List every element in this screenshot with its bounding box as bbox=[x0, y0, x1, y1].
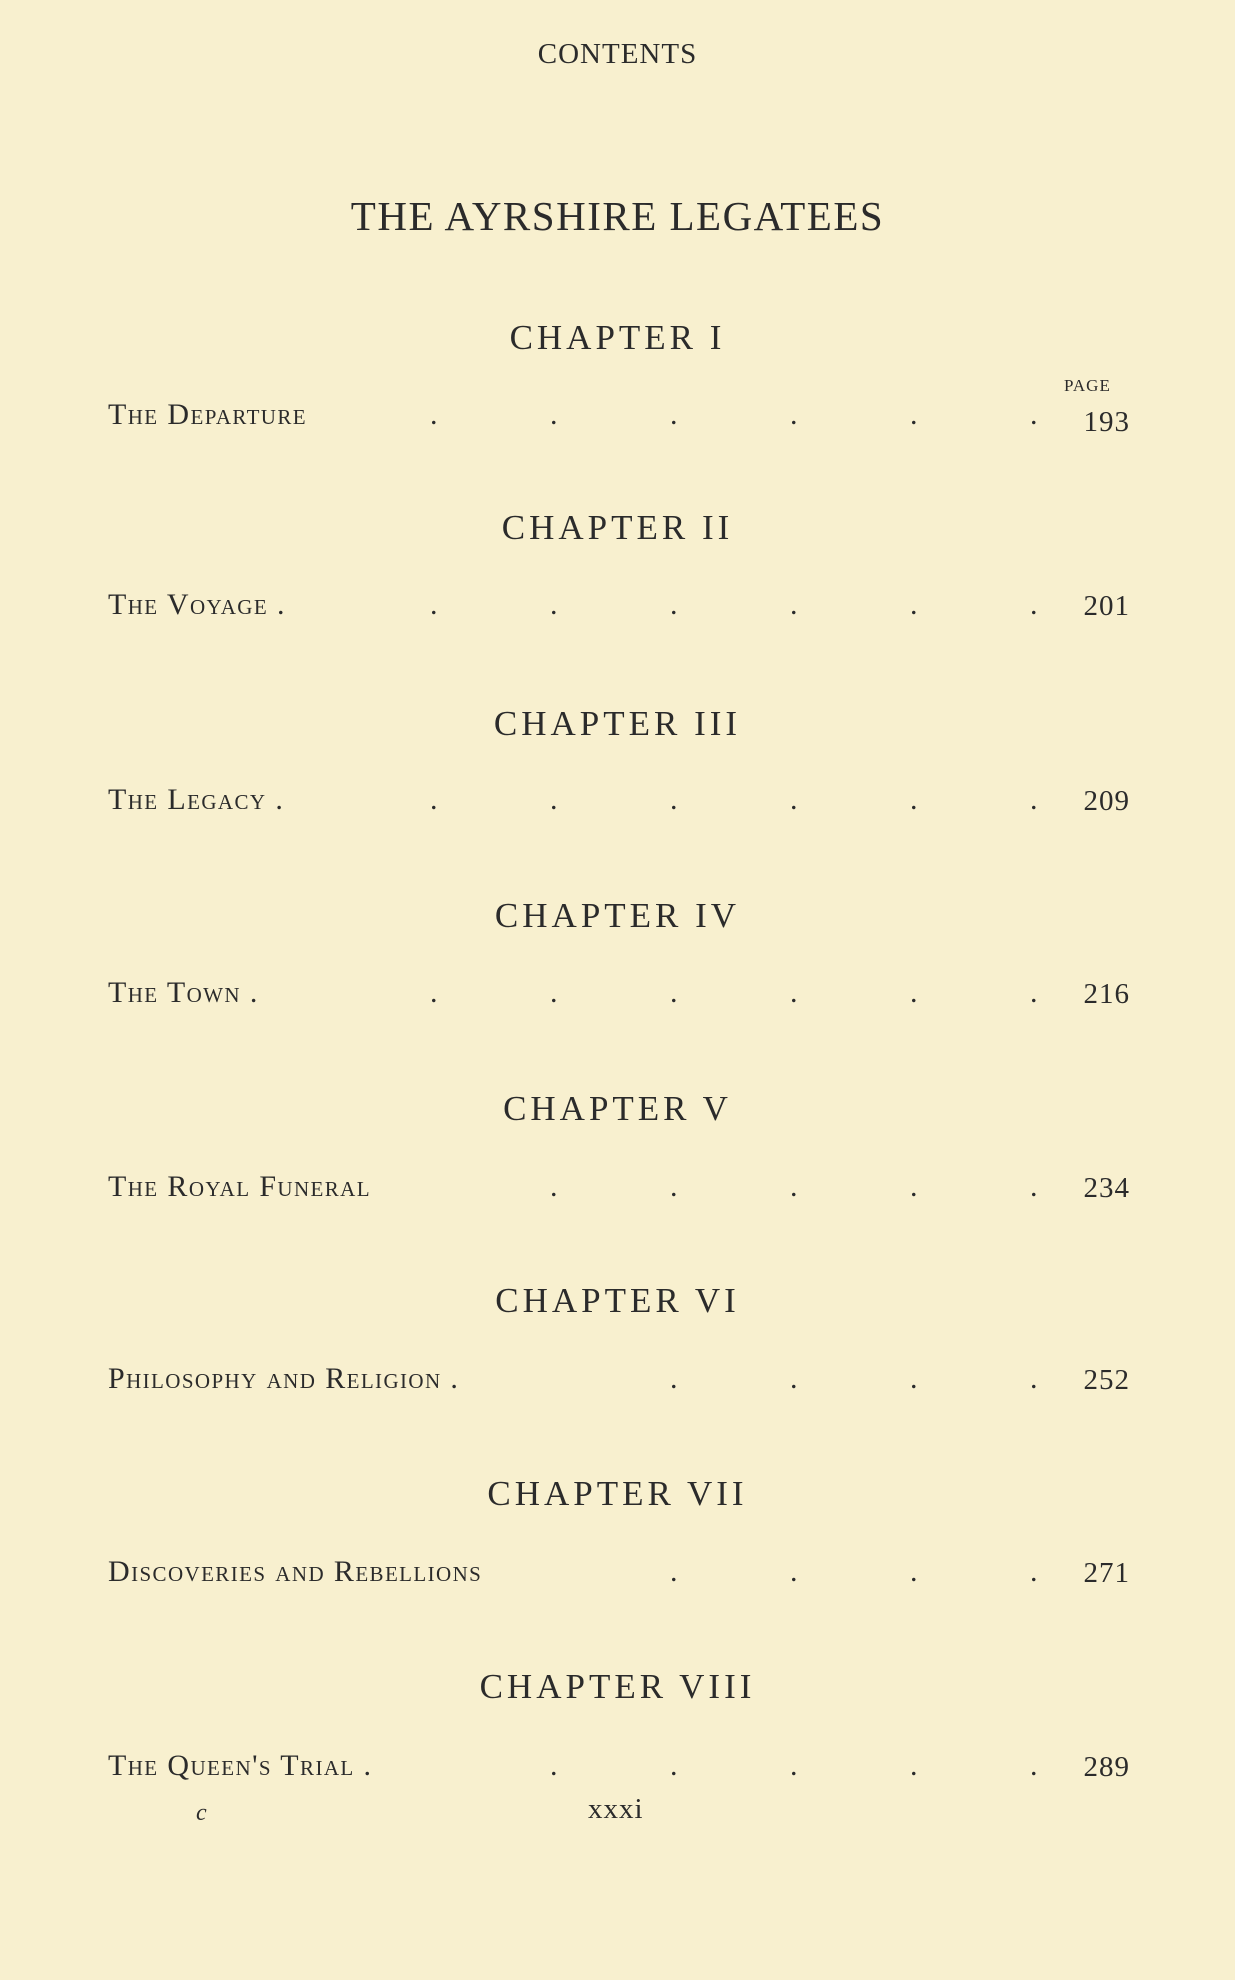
toc-entry-page: 271 bbox=[1083, 1557, 1130, 1589]
leader-dot: . bbox=[1030, 1362, 1038, 1395]
leader-dot: . bbox=[1030, 976, 1038, 1009]
leader-dot: . bbox=[790, 1362, 798, 1395]
toc-entry-title: The Royal Funeral bbox=[108, 1170, 371, 1203]
leader-dot: . bbox=[670, 1555, 678, 1588]
leader-dot: . bbox=[1030, 1170, 1038, 1203]
leader-dot: . bbox=[910, 976, 918, 1009]
toc-entry-page: 201 bbox=[1083, 590, 1130, 622]
toc-entry bbox=[108, 976, 1130, 1016]
chapter-heading: CHAPTER II bbox=[501, 508, 734, 547]
toc-entry-page: 252 bbox=[1083, 1364, 1130, 1396]
folio-page-number: xxxi bbox=[588, 1793, 644, 1825]
chapter-heading: CHAPTER VI bbox=[495, 1281, 740, 1320]
toc-entry bbox=[108, 1555, 1130, 1595]
leader-dot: . bbox=[550, 976, 558, 1009]
leader-dot: . bbox=[430, 398, 438, 431]
toc-entry-page: 234 bbox=[1083, 1172, 1130, 1204]
chapter-heading: CHAPTER V bbox=[503, 1089, 732, 1128]
leader-dot: . bbox=[430, 783, 438, 816]
leader-dot: . bbox=[670, 976, 678, 1009]
leader-dot: . bbox=[910, 783, 918, 816]
leader-dot: . bbox=[1030, 1749, 1038, 1782]
leader-dot: . bbox=[1030, 1555, 1038, 1588]
book-title: THE AYRSHIRE LEGATEES bbox=[350, 193, 885, 239]
toc-entry-page: 216 bbox=[1083, 978, 1130, 1010]
toc-entry-title: The Voyage . bbox=[108, 588, 286, 621]
leader-dot: . bbox=[550, 588, 558, 621]
toc-entry-page: 289 bbox=[1083, 1751, 1130, 1783]
leader-dot: . bbox=[910, 588, 918, 621]
leader-dot: . bbox=[1030, 783, 1038, 816]
leader-dot: . bbox=[790, 588, 798, 621]
page-column-label: PAGE bbox=[1064, 376, 1111, 395]
leader-dot: . bbox=[910, 1170, 918, 1203]
toc-entry-title: Discoveries and Rebellions bbox=[108, 1555, 483, 1588]
toc-entry-title: The Queen's Trial . bbox=[108, 1749, 373, 1782]
leader-dot: . bbox=[670, 588, 678, 621]
leader-dot: . bbox=[670, 1170, 678, 1203]
toc-entry bbox=[108, 1362, 1130, 1402]
leader-dot: . bbox=[550, 1749, 558, 1782]
leader-dot: . bbox=[670, 1362, 678, 1395]
leader-dot: . bbox=[910, 1749, 918, 1782]
leader-dot: . bbox=[910, 1362, 918, 1395]
toc-entry bbox=[108, 398, 1130, 438]
toc-entry bbox=[108, 588, 1130, 628]
leader-dot: . bbox=[550, 1170, 558, 1203]
leader-dot: . bbox=[670, 1749, 678, 1782]
leader-dot: . bbox=[1030, 588, 1038, 621]
chapter-heading: CHAPTER III bbox=[493, 704, 742, 743]
leader-dot: . bbox=[790, 1555, 798, 1588]
leader-dot: . bbox=[430, 588, 438, 621]
signature-mark: c bbox=[196, 1800, 207, 1826]
leader-dot: . bbox=[910, 398, 918, 431]
chapter-heading: CHAPTER I bbox=[509, 318, 726, 357]
toc-entry bbox=[108, 1170, 1130, 1210]
leader-dot: . bbox=[790, 1170, 798, 1203]
chapter-heading: CHAPTER VII bbox=[487, 1474, 748, 1513]
toc-entry bbox=[108, 783, 1130, 823]
leader-dot: . bbox=[670, 783, 678, 816]
leader-dot: . bbox=[1030, 398, 1038, 431]
chapter-heading: CHAPTER IV bbox=[494, 896, 741, 935]
running-head: CONTENTS bbox=[537, 38, 698, 70]
toc-entry-page: 209 bbox=[1083, 785, 1130, 817]
leader-dot: . bbox=[790, 783, 798, 816]
leader-dot: . bbox=[550, 398, 558, 431]
leader-dot: . bbox=[790, 398, 798, 431]
toc-entry-title: The Legacy . bbox=[108, 783, 285, 816]
leader-dot: . bbox=[910, 1555, 918, 1588]
toc-entry-title: The Departure bbox=[108, 398, 308, 431]
toc-entry-title: The Town . bbox=[108, 976, 259, 1009]
leader-dot: . bbox=[790, 976, 798, 1009]
leader-dot: . bbox=[430, 976, 438, 1009]
toc-entry-page: 193 bbox=[1083, 406, 1130, 438]
toc-entry bbox=[108, 1749, 1130, 1789]
leader-dot: . bbox=[670, 398, 678, 431]
leader-dot: . bbox=[550, 783, 558, 816]
leader-dot: . bbox=[790, 1749, 798, 1782]
chapter-heading: CHAPTER VIII bbox=[479, 1667, 756, 1706]
toc-entry-title: Philosophy and Religion . bbox=[108, 1362, 460, 1395]
